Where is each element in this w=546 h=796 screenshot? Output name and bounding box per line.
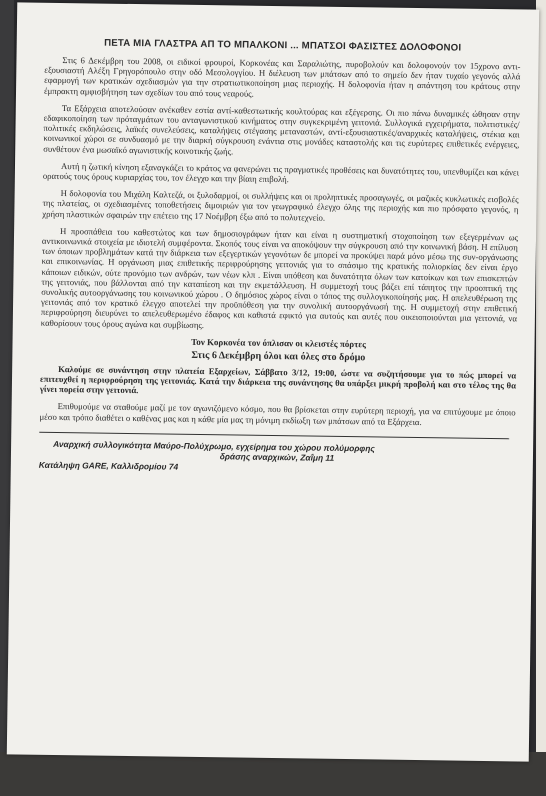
poster-title: ΠΕΤΑ ΜΙΑ ΓΛΑΣΤΡΑ ΑΠ ΤΟ ΜΠΑΛΚΟΝΙ ... ΜΠΑΤΣΟΙ ΦΑΣΙΣΤΕΣ ΔΟΛΟΦΟΝΟΙ [104,37,462,54]
divider-line [39,432,509,440]
poster-sheet [7,2,539,761]
closing-paragraph: Επιθυμούμε να σταθούμε μαζί με τον αγωνιζόμενο κόσμο, που θα βρίσκεται στην ευρύτερη περιοχή, για να επιτύχουμε με όποιο μέσο και τρόπο διαθέτει ο καθένας μας και η κάθε μία μας τη μόνιμη εκδίωξη των μπάτσων από τα Εξάρχεια. [39,401,516,427]
signature-line-3: Κατάληψη GARE, Καλλιδρομίου 74 [38,459,179,472]
meeting-call: Καλούμε σε συνάντηση στην πλατεία Εξαρχείων, Σάββατο 3/12, 19:00, ώστε να συζητήσουμε για το πώς μπορεί να επιτευχθεί η περιφρούρηση της γειτονιάς. Κατά την διάρκεια της συνάντησης θα υπάρξει μικρή προβολή και στο τέλος της θα γίνει πορεία στην γειτονιά. [39,363,517,396]
slogan-closed-doors: Τον Κορκονέα τον όπλισαν οι κλειστές πόρτες [191,336,366,350]
paragraph-5: Η προσπάθεια του καθεστώτος και των δημοσιογράφων ήταν και είναι η συστηματική στοχοποίηση των εξεγερμένων ως αντικοινωνικά στοιχεία με ιδιοτελή συμφέροντα. Σκοπός τους είναι να αποκόψουν την σύγκρουση από την κοινωνική βάση. Η επίλυση των όποιων προβλημάτων κατά την διάρκεια των εξεγερτικών γεγονότων δε μπορεί να προκύψει παρά μόνο μέσω της συν-οργάνωσης και επικοινωνίας. Η οργάνωση μιας επιθετικής περιφρούρησης γειτονιάς για το σπάσιμο της κρατικής πολιορκίας δεν είναι έργο κάποιων ειδικών, ούτε προνόμιο των ανδρών, των νέων κλπ . Είναι υπόθεση και δυνατότητα όλων των κατοίκων και των επισκεπτών της γειτονιάς, που βάλλονται από την καταπίεση και την εκμετάλλευση. Η συμμετοχή τους βάζει επί τάπητος την προοπτική της συνολικής αυτοοργάνωσης του κοινωνικού χώρου . Ο δημόσιος χώρος είναι ο τόπος της συλλογικοποίησής μας. Η απελευθέρωση της γειτονιάς από τον κρατικό έλεγχο αποτελεί την προϋπόθεση για την συνολική αυτοοργάνωσή της. Η συμμετοχή στην επιθετική περιφρούρηση διευρύνει το απελευθερωμένο έδαφος και καθιστά εφικτό για αυτούς και αυτές που οικειοποιούνται μια γειτονιά, να καθορίσουν τους όρους αγώνα και συμβίωσης. [40,225,519,330]
paragraph-1: Στις 6 Δεκέμβρη του 2008, οι ειδικοί φρουροί, Κορκονέας και Σαραλιώτης, πυροβολούν και δολοφονούν τον 15χρονο αντι-εξουσιαστή Αλέξη Γρηγορόπουλο στην οδό Μεσολογγίου. Η διέλευση των μπάτσων από το σημείο δεν ήταν τυχαίο γεγονός αλλά εφαρμογή των κρατικών σχεδιασμών για την στρατιωτικοποίηση μιας περιοχής. Η δολοφονία ήταν η απάντηση του κράτους στην έμπρακτη αμφισβήτηση των σχεδίων του από τους νεαρούς. [43,55,521,99]
paragraph-3: Αυτή η ζωτική κίνηση εξαναγκάζει το κράτος να φανερώνει τις πραγματικές προθέσεις και δυνατότητες του, υπενθυμίζει και κάνει ορατούς τους όρους κυριαρχίας του, τον έλεγχο και την βίαιη επιβολή. [42,160,520,185]
slogan-december-6: Στις 6 Δεκέμβρη όλοι και όλες στο δρόμο [191,349,366,364]
signature-line-2: δράσης αναρχικών, Ζαΐμη 11 [219,451,335,464]
paragraph-4: Η δολοφονία του Μιχάλη Καλτεζά, οι ξυλοδαρμοί, οι συλλήψεις και οι προληπτικές προσαγωγές, οι μαζικές κυκλωτικές εισβολές της πλατείας, οι σχεδιασμένες τοποθετήσεις διμοιριών για τον γεωγραφικό έλεγχο όλης της περιοχής και πιο πρόσφατο γεγονός, η χρήση πλαστικών σφαιρών την επέτειο της 17 Νοέμβρη έξω από το πολυτεχνείο. [42,188,519,223]
paragraph-2: Τα Εξάρχεια αποτελούσαν ανέκαθεν εστία αντί-καθεστωτικής κουλτούρας και εξέγερσης. Οι πιο πάνω δυναμικές ώθησαν στην εδαφικοποίηση των πρόταγμάτων του ανταγωνιστικού κινήματος στην συγκεκριμένη γειτονιά. Συλλογικά εγχειρήματα, πολιτιστικές/πολιτικές εκδηλώσεις, λαϊκές συνελεύσεις, καταλήψεις στέγασης μεταναστών, αντί-εξουσιαστικές/αναρχικές καταλήψεις, στέκια και κοινωνικοί χώροι σε συνδυασμό με την διαρκή σύγκρουση ενάντια στις μονάδες καταστολής και τις ευρύτερες επιθετικές ενέργειες, συνθέτουν ένα μωσαϊκό αγωνιστικής κοινοτικής ζωής. [43,102,520,157]
signature-line-1: Αναρχική συλλογικότητα Μαύρο-Πολύχρωμο, εγχείρημα του χώρου πολύμορφης [53,438,375,454]
